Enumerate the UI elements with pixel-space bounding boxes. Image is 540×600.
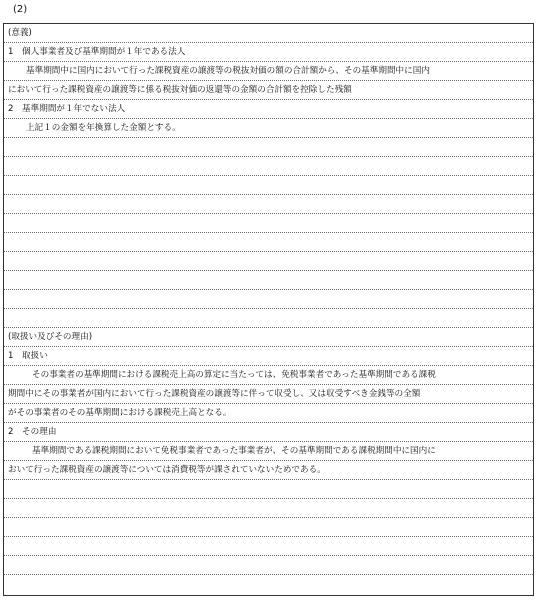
form-line [4, 252, 533, 271]
form-line [4, 233, 533, 252]
body-text: がその事業者のその基準期間における課税売上高となる。 [8, 408, 232, 418]
body-text: 期間中にその事業者が国内において行った課税資産の譲渡等に伴って収受し、又は収受すべき金銭等の全額 [8, 389, 421, 399]
form-line [4, 518, 533, 537]
item-heading: 2 その理由 [8, 427, 57, 437]
body-text: おいて行った課税資産の譲渡等については消費税等が課されていないためである。 [8, 465, 326, 475]
form-line [4, 24, 533, 43]
form-line [4, 271, 533, 290]
form-line [4, 423, 533, 442]
form-line [4, 100, 533, 119]
body-text: において行った課税資産の譲渡等に係る税抜対価の返還等の金額の合計額を控除した残額 [8, 85, 352, 95]
item-heading: 2 基準期間が１年でない法人 [8, 104, 126, 114]
form-line [4, 290, 533, 309]
form-line [4, 328, 533, 347]
form-line [4, 556, 533, 575]
form-line [4, 214, 533, 233]
form-line [4, 347, 533, 366]
form-line [4, 43, 533, 62]
form-line [4, 176, 533, 195]
body-text: その事業者の基準期間における課税売上高の算定に当たっては、免税事業者であった基準期間である課税 [32, 370, 436, 380]
form-line [4, 499, 533, 518]
form-line [4, 461, 533, 480]
form-line [4, 404, 533, 423]
form-line [4, 366, 533, 385]
form-line [4, 442, 533, 461]
form-line [4, 62, 533, 81]
form-line [4, 480, 533, 499]
form-line [4, 309, 533, 328]
form-line [4, 157, 533, 176]
form-line [4, 119, 533, 138]
form-line [4, 537, 533, 556]
heading-meaning: (意義) [8, 28, 32, 38]
body-text: 上記１の金額を年換算した金額とする。 [26, 123, 181, 133]
form-line [4, 575, 533, 594]
heading-treatment: (取扱い及びその理由) [8, 332, 93, 342]
ruled-form-box [3, 23, 534, 596]
body-text: 基準期間中に国内において行った課税資産の譲渡等の税抜対価の額の合計額から、その基準期間中に国内 [26, 66, 430, 76]
body-text: 基準期間である課税期間において免税事業者であった事業者が、その基準期間である課税期間中に国内に [32, 446, 436, 456]
form-line [4, 195, 533, 214]
section-number: (2) [13, 4, 28, 15]
form-line [4, 138, 533, 157]
form-line [4, 81, 533, 100]
form-line [4, 385, 533, 404]
item-heading: 1 個人事業者及び基準期間が１年である法人 [8, 47, 186, 57]
item-heading: 1 取扱い [8, 351, 48, 361]
